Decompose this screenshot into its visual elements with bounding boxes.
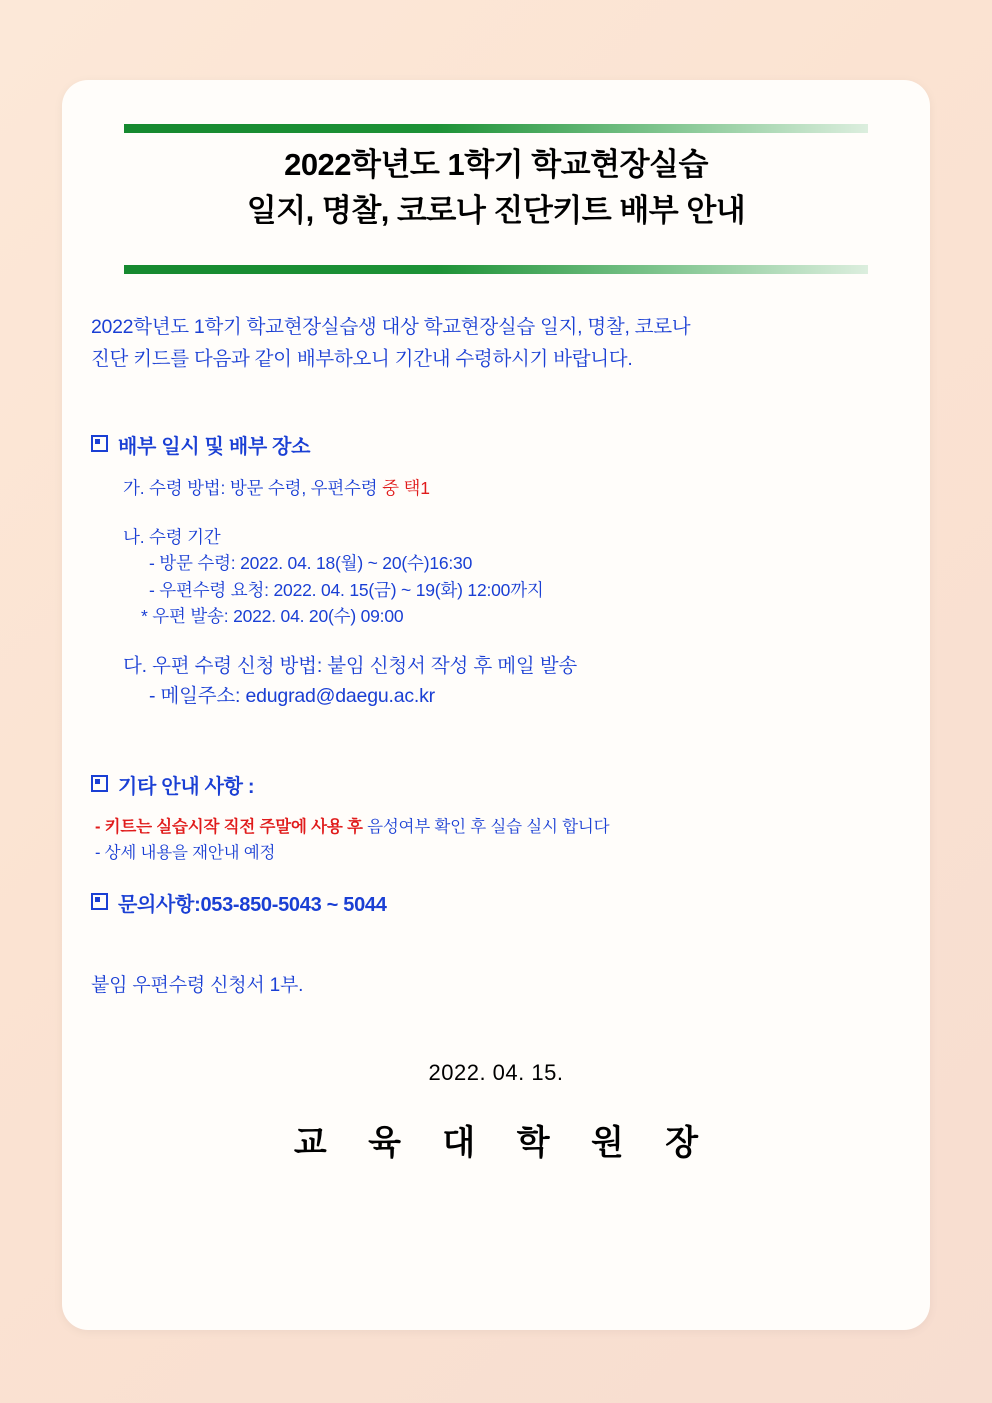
header-rule-bottom: [124, 265, 868, 274]
item-a-highlight: 중 택1: [382, 478, 430, 498]
item-b-label: 나. 수령 기간: [123, 526, 221, 547]
note-2: - 상세 내용을 재안내 예정: [95, 843, 276, 862]
document-signer: 교 육 대 학 원 장: [293, 1124, 715, 1162]
item-c-1: - 메일주소: edugrad@daegu.ac.kr: [149, 684, 435, 707]
header-rule-top: [124, 124, 868, 133]
document-page: [62, 80, 930, 1330]
note-1-rest: 음성여부 확인 후 실습 실시 합니다: [367, 818, 610, 836]
section-distribution-heading-label: 배부 일시 및 배부 장소: [118, 436, 311, 458]
section-other-notice: [91, 770, 901, 866]
section-contact-heading: [91, 888, 901, 917]
item-b-2: - 우편수령 요청: 2022. 04. 15(금) ~ 19(화) 12:00까지: [149, 579, 544, 600]
section-distribution-heading: [91, 430, 901, 459]
section-distribution: [91, 430, 901, 711]
note-1-red: - 키트는 실습시작 직전 주말에 사용 후: [95, 818, 368, 836]
section-other-notice-heading-label: 기타 안내 사항 :: [118, 776, 255, 798]
item-a-label: 가. 수령 방법: 방문 수령, 우편수령: [123, 478, 383, 498]
bullet-square-icon: [91, 893, 108, 910]
intro-line-1: 2022학년도 1학기 학교현장실습생 대상 학교현장실습 일지, 명찰, 코로나: [91, 316, 691, 338]
intro-paragraph: [91, 312, 911, 375]
bullet-square-icon: [91, 775, 108, 792]
title-line-1: 2022학년도 1학기 학교현장실습: [284, 147, 708, 182]
section-other-notice-heading: [91, 770, 901, 799]
section-contact: [91, 888, 901, 917]
document-date: 2022. 04. 15.: [428, 1060, 564, 1085]
section-contact-heading-label: 문의사항:053-850-5043 ~ 5044: [118, 894, 387, 916]
item-b-1: - 방문 수령: 2022. 04. 18(월) ~ 20(수)16:30: [149, 553, 473, 574]
page-title: [124, 142, 868, 234]
attachment-line: 붙임 우편수령 신청서 1부.: [91, 975, 304, 996]
item-a: [91, 475, 901, 502]
bullet-square-icon: [91, 435, 108, 452]
note-1: [91, 815, 901, 841]
intro-line-2: 진단 키드를 다음과 같이 배부하오니 기간내 수령하시기 바랍니다.: [91, 347, 633, 370]
item-c-label: 다. 우편 수령 신청 방법: 붙임 신청서 작성 후 메일 발송: [123, 654, 577, 677]
document-inner: [62, 80, 930, 1330]
item-b-3: * 우편 발송: 2022. 04. 20(수) 09:00: [141, 606, 404, 627]
title-line-2: 일지, 명찰, 코로나 진단키트 배부 안내: [246, 192, 746, 228]
